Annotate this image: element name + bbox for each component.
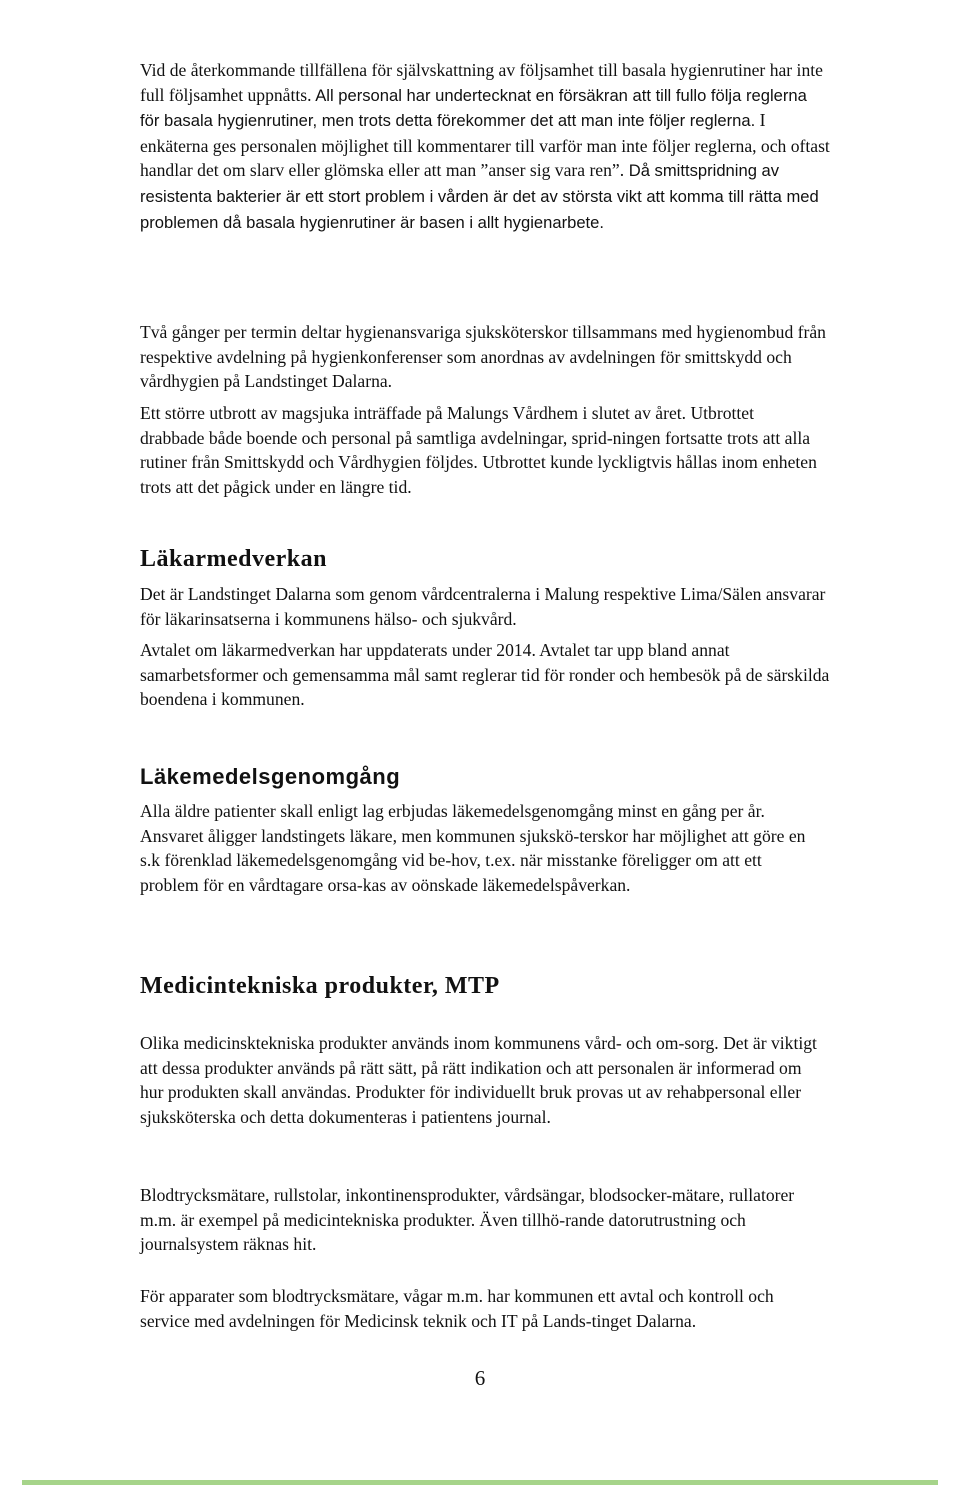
mtp-paragraph-1: Olika medicinsktekniska produkter används inom kommunens vård- och om-sorg. Det är viktigt att dessa produkter används på rätt sätt, på rätt indikation och att personalen är informerad om hur produkten skall användas. Produkter för individuellt bruk provas ut av rehabpersonal eller sjuksköterska och detta dokumenteras i patientens journal.: [140, 1033, 817, 1127]
mtp-paragraph-2: Blodtrycksmätare, rullstolar, inkontinensprodukter, vårdsängar, blodsocker-mätare, rullatorer m.m. är exempel på medicintekniska produkter. Även tillhö-rande datorutrustning och journalsystem räknas hit.: [140, 1185, 795, 1255]
doctor-paragraph-2: Avtalet om läkarmedverkan har uppdaterats under 2014. Avtalet tar upp bland annat samarbetsformer och gemensamma mål samt reglerar tid för ronder och hembesök på de särskilda boendena i kommunen.: [140, 640, 830, 710]
intro-segment-3: I enkäterna ges personalen möjlighet till kommentarer till varför man inte följer reglerna, och oftast handlar det om slarv eller glömska eller att man ”anser sig vara ren”.: [140, 110, 830, 181]
medreview-paragraph: Alla äldre patienter skall enligt lag erbjudas läkemedelsgenomgång minst en gång per år. Ansvaret åligger landstingets läkare, men kommunen sjukskö-terskor har möjlighet att göre en s.k förenklad läkemedelsgenomgång vid be-hov, t.ex. när misstanke föreligger om att ett problem för en vårdtagare orsa-kas av oönskade läkemedelspåverkan.: [140, 801, 806, 895]
mtp-paragraph-3: För apparater som blodtrycksmätare, vågar m.m. har kommunen ett avtal och kontroll och service med avdelningen för Medicinsk teknik och IT på Lands-tinget Dalarna.: [140, 1286, 774, 1331]
intro-paragraph: [140, 58, 830, 235]
doctor-paragraph-1: Det är Landstinget Dalarna som genom vårdcentralerna i Malung respektive Lima/Sälen ansvarar för läkarinsatserna i kommunens hälso- och sjukvård.: [140, 584, 826, 629]
outbreak-paragraph: Ett större utbrott av magsjuka inträffade på Malungs Vårdhem i slutet av året. Utbrottet drabbade både boende och personal på samtliga avdelningar, sprid-ningen fortsatte trots att alla rutiner från Smittskydd och Vårdhygien följdes. Utbrottet kunde lyckligtvis hållas inom enheten trots att det pågick under en längre tid.: [140, 403, 817, 497]
section-heading-doctor: Läkarmedverkan: [140, 546, 327, 572]
intro-segment-2: All personal har undertecknat en försäkran att till fullo följa reglerna för basala hygienrutiner, men trots detta förekommer det att man inte följer reglerna.: [140, 85, 807, 131]
page-number: 6: [474, 1366, 486, 1390]
intro-segment-4: Då smittspridning av resistenta bakterier är ett stort problem i vården är det av största vikt att komma till rätta med problemen då basala hygienrutiner är basen i allt hygienarbete.: [140, 161, 819, 232]
hygiene-conference-paragraph: Två gånger per termin deltar hygienansvariga sjuksköterskor tillsammans med hygienombud från respektive avdelning på hygienkonferenser som anordnas av avdelningen för smittskydd och vårdhygien på Landstinget Dalarna.: [140, 322, 826, 392]
intro-segment-1: Vid de återkommande tillfällena för självskattning av följsamhet till basala hygienrutiner har inte full följsamhet uppnåtts.: [140, 60, 823, 105]
footer-rule: [22, 1480, 938, 1485]
section-heading-medreview: Läkemedelsgenomgång: [140, 764, 401, 789]
section-heading-mtp: Medicintekniska produkter, MTP: [140, 973, 500, 999]
